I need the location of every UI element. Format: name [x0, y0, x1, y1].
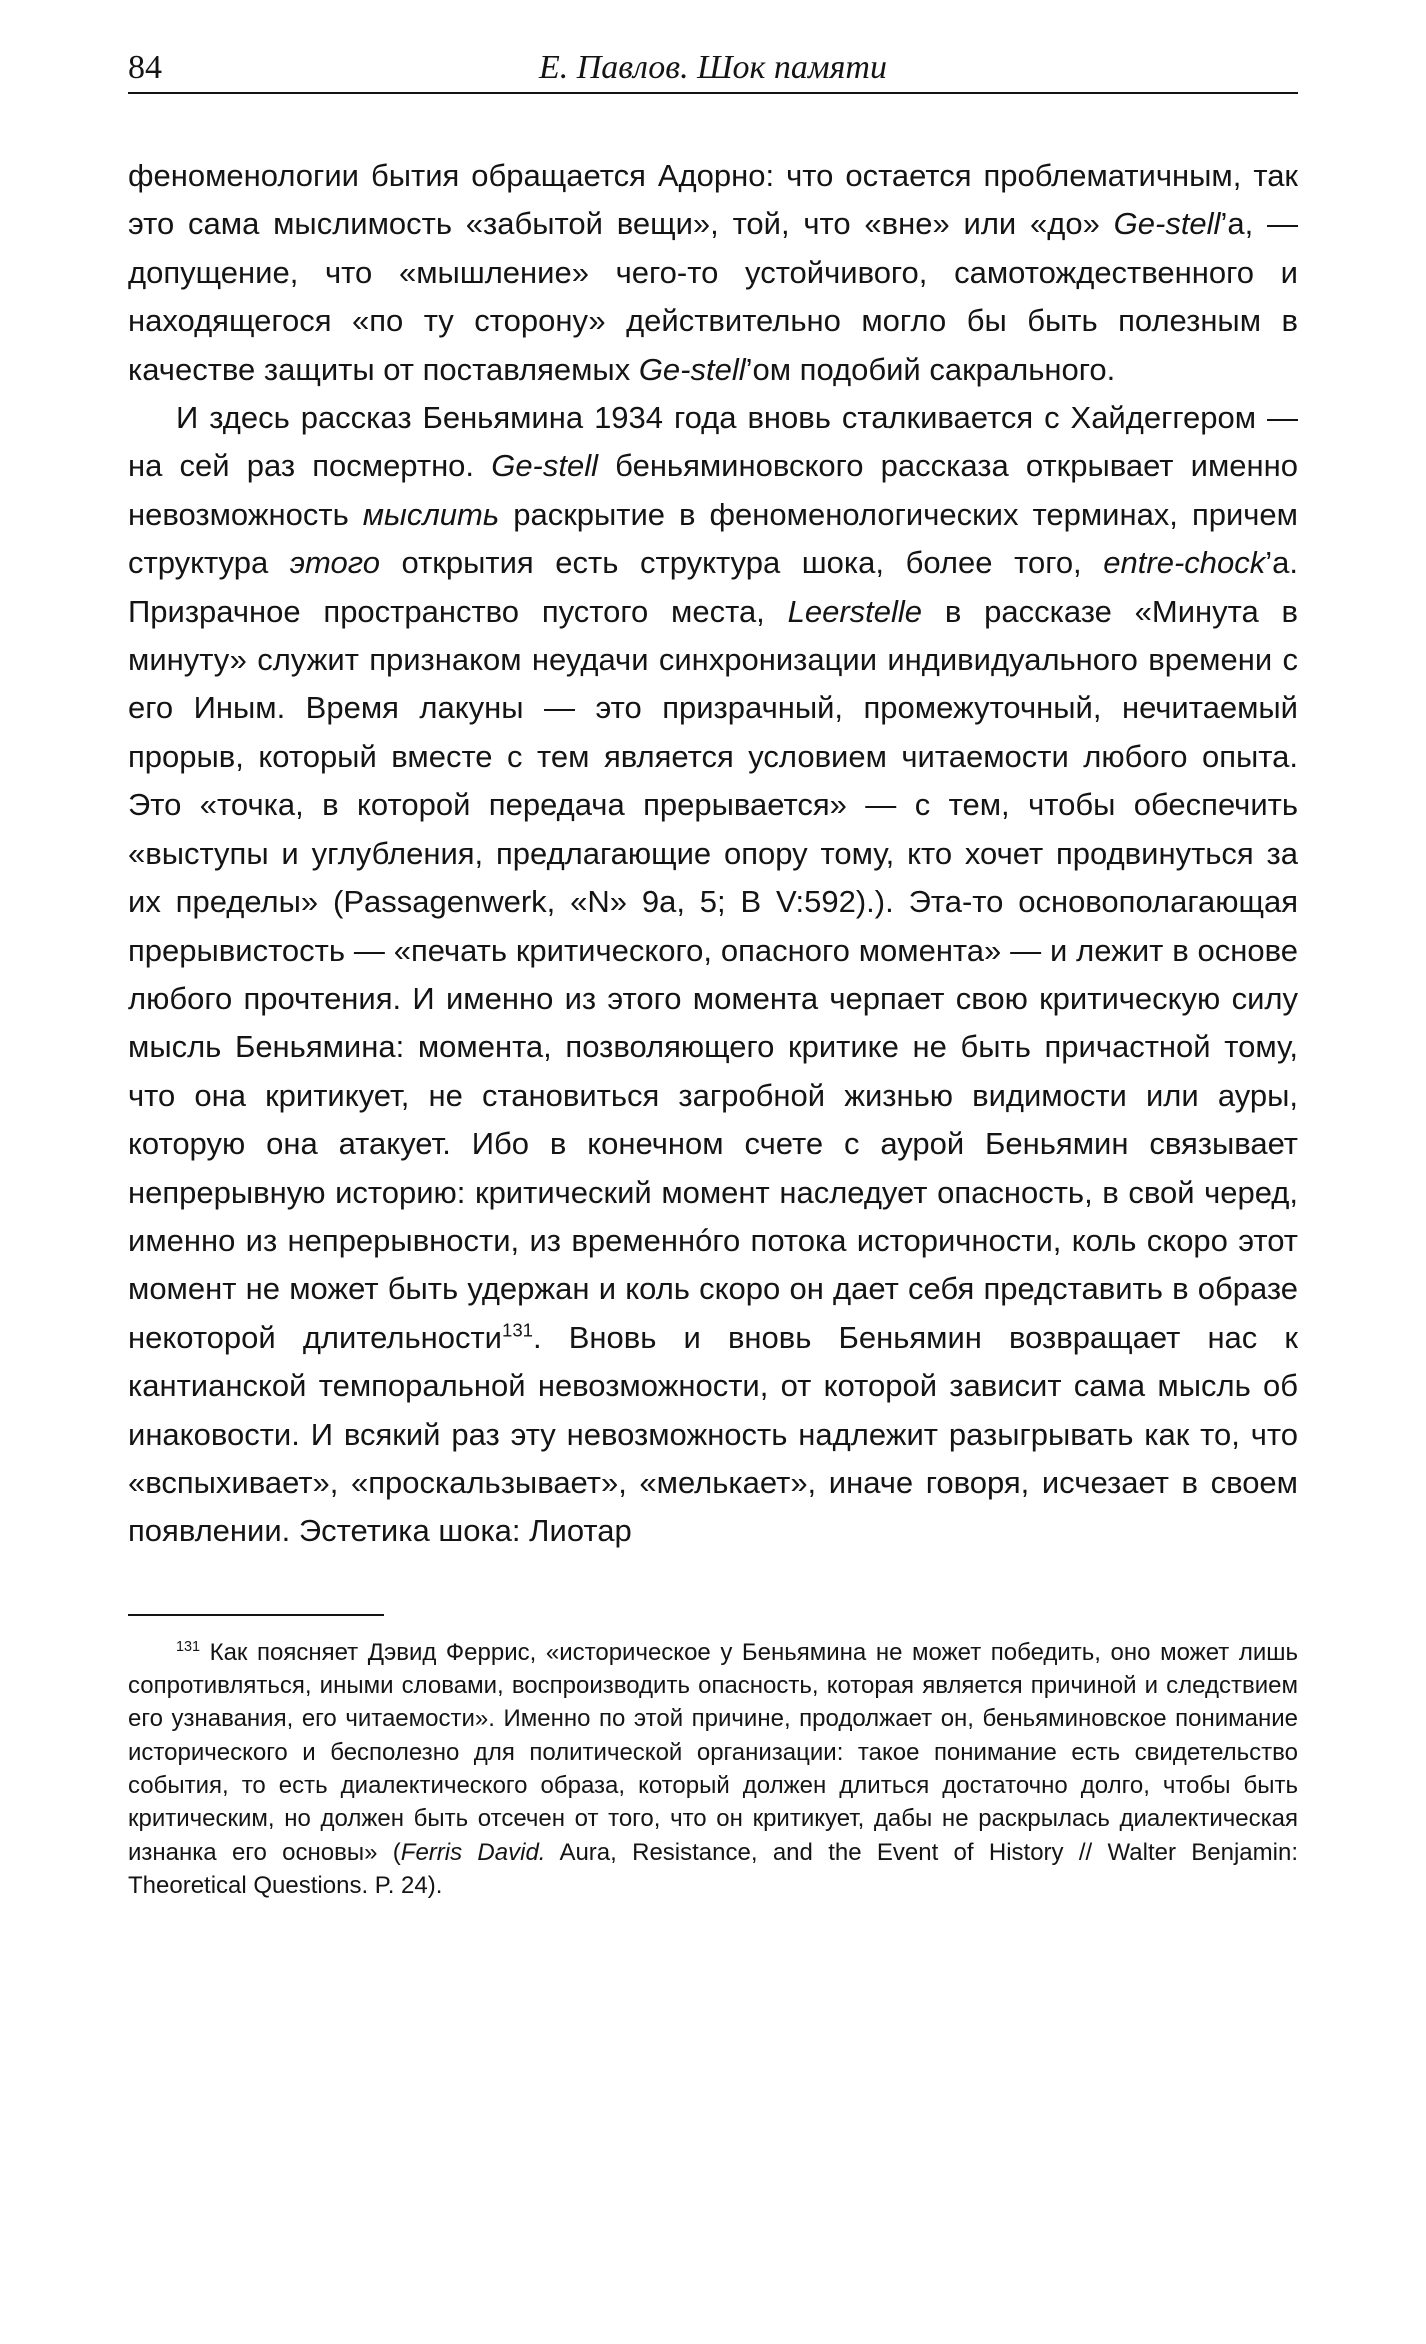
italic-term: entre-chock [1103, 545, 1266, 581]
text-run: ’ом подобий сакрального. [745, 351, 1116, 387]
text-run: ’а. Призрачное пространство пустого места, [128, 545, 1298, 629]
text-run: раскрытие в феноменологических терминах, причем структура [128, 496, 1298, 581]
main-text [128, 152, 1298, 1556]
italic-term: Ge-stell [491, 448, 599, 484]
footnote-separator [128, 1614, 384, 1616]
book-page [128, 44, 1298, 1902]
page-number: 84 [128, 49, 162, 86]
running-header [128, 44, 1298, 94]
paragraph [128, 152, 1298, 394]
text-run: феноменологии бытия обращается Адорно: что остается проблематичным, так это сама мыслимость «забытой вещи», той, что «вне» или «до» [128, 158, 1298, 242]
italic-term: Ge-stell [1113, 206, 1221, 242]
paragraph [128, 394, 1298, 1556]
text-run: Aura, Resistance, and the Event of History // Walter Benjamin: Theoretical Questions. P. 24). [128, 1838, 1298, 1899]
text-run: Как поясняет Дэвид Феррис, «историческое у Беньямина не может победить, оно может лишь сопротивляться, иными словами, воспроизводить опасность, которая является причиной и следствием его узнавания, его читаемости». Именно по этой причине, продолжает он, беньяминовское понимание исторического и бесполезно для политической организации: такое понимание есть свидетельство события, то есть диалектического образа, который должен длиться достаточно долго, чтобы быть критическим, но должен быть отсечен от того, что он критикует, дабы не раскрылась диалектическая изнанка его основы» ( [128, 1638, 1298, 1866]
footnote-ref: 131 [502, 1319, 534, 1341]
text-run: . Вновь и вновь Беньямин возвращает нас к кантианской темпоральной невозможности, от которой зависит сама мысль об инаковости. И всякий раз эту невозможность надлежит разыгрывать как то, что «вспыхивает», «проскальзывает», «мелькает», иначе говоря, исчезает в своем появлении. Эстетика шока: Лиотар [128, 1319, 1298, 1549]
footnote-marker: 131 [176, 1638, 201, 1655]
italic-term: мыслить [362, 496, 500, 532]
italic-term: этого [289, 545, 380, 581]
text-run: беньяминовского рассказа открывает именно невозможность [128, 448, 1298, 532]
text-run: ’а, — допущение, что «мышление» чего-то устойчивого, самотождественного и находящегося «по ту сторону» действительно могло бы быть полезным в качестве защиты от поставляемых [128, 206, 1298, 387]
text-run: И здесь рассказ Беньямина 1934 года вновь сталкивается с Хайдеггером — на сей раз посмертно. [128, 400, 1298, 484]
italic-term: Ferris David. [400, 1838, 546, 1866]
italic-term: Ge-stell [638, 351, 746, 387]
footnote-131 [128, 1636, 1298, 1902]
italic-term: Leerstelle [787, 593, 923, 629]
text-run: в рассказе «Минута в минуту» служит признаком неудачи синхронизации индивидуального времени с его Иным. Время лакуны — это призрачный, промежуточный, нечитаемый прорыв, который вместе с тем является условием читаемости любого опыта. Это «точка, в которой передача прерывается» — с тем, чтобы обеспечить «выступы и углубления, предлагающие опору тому, кто хочет продвинуться за их пределы» (Passagenwerk, «N» 9a, 5; В V:592).). Эта-то основополагающая прерывистость — «печать критического, опасного момента» — и лежит в основе любого прочтения. И именно из этого момента черпает свою критическую силу мысль Беньямина: момента, позволяющего критике не быть причастной тому, что она критикует, не становиться загробной жизнью видимости или ауры, которую она атакует. Ибо в конечном счете с аурой Беньямин связывает непрерывную историю: критический момент наследует опасность, в свой черед, именно из непрерывности, из временнóго потока историчности, коль скоро этот момент не может быть удержан и коль скоро он дает себя представить в образе некоторой длительности [128, 593, 1298, 1355]
text-run: открытия есть структура шока, более того, [379, 545, 1104, 581]
running-title: Е. Павлов. Шок памяти [538, 49, 887, 86]
